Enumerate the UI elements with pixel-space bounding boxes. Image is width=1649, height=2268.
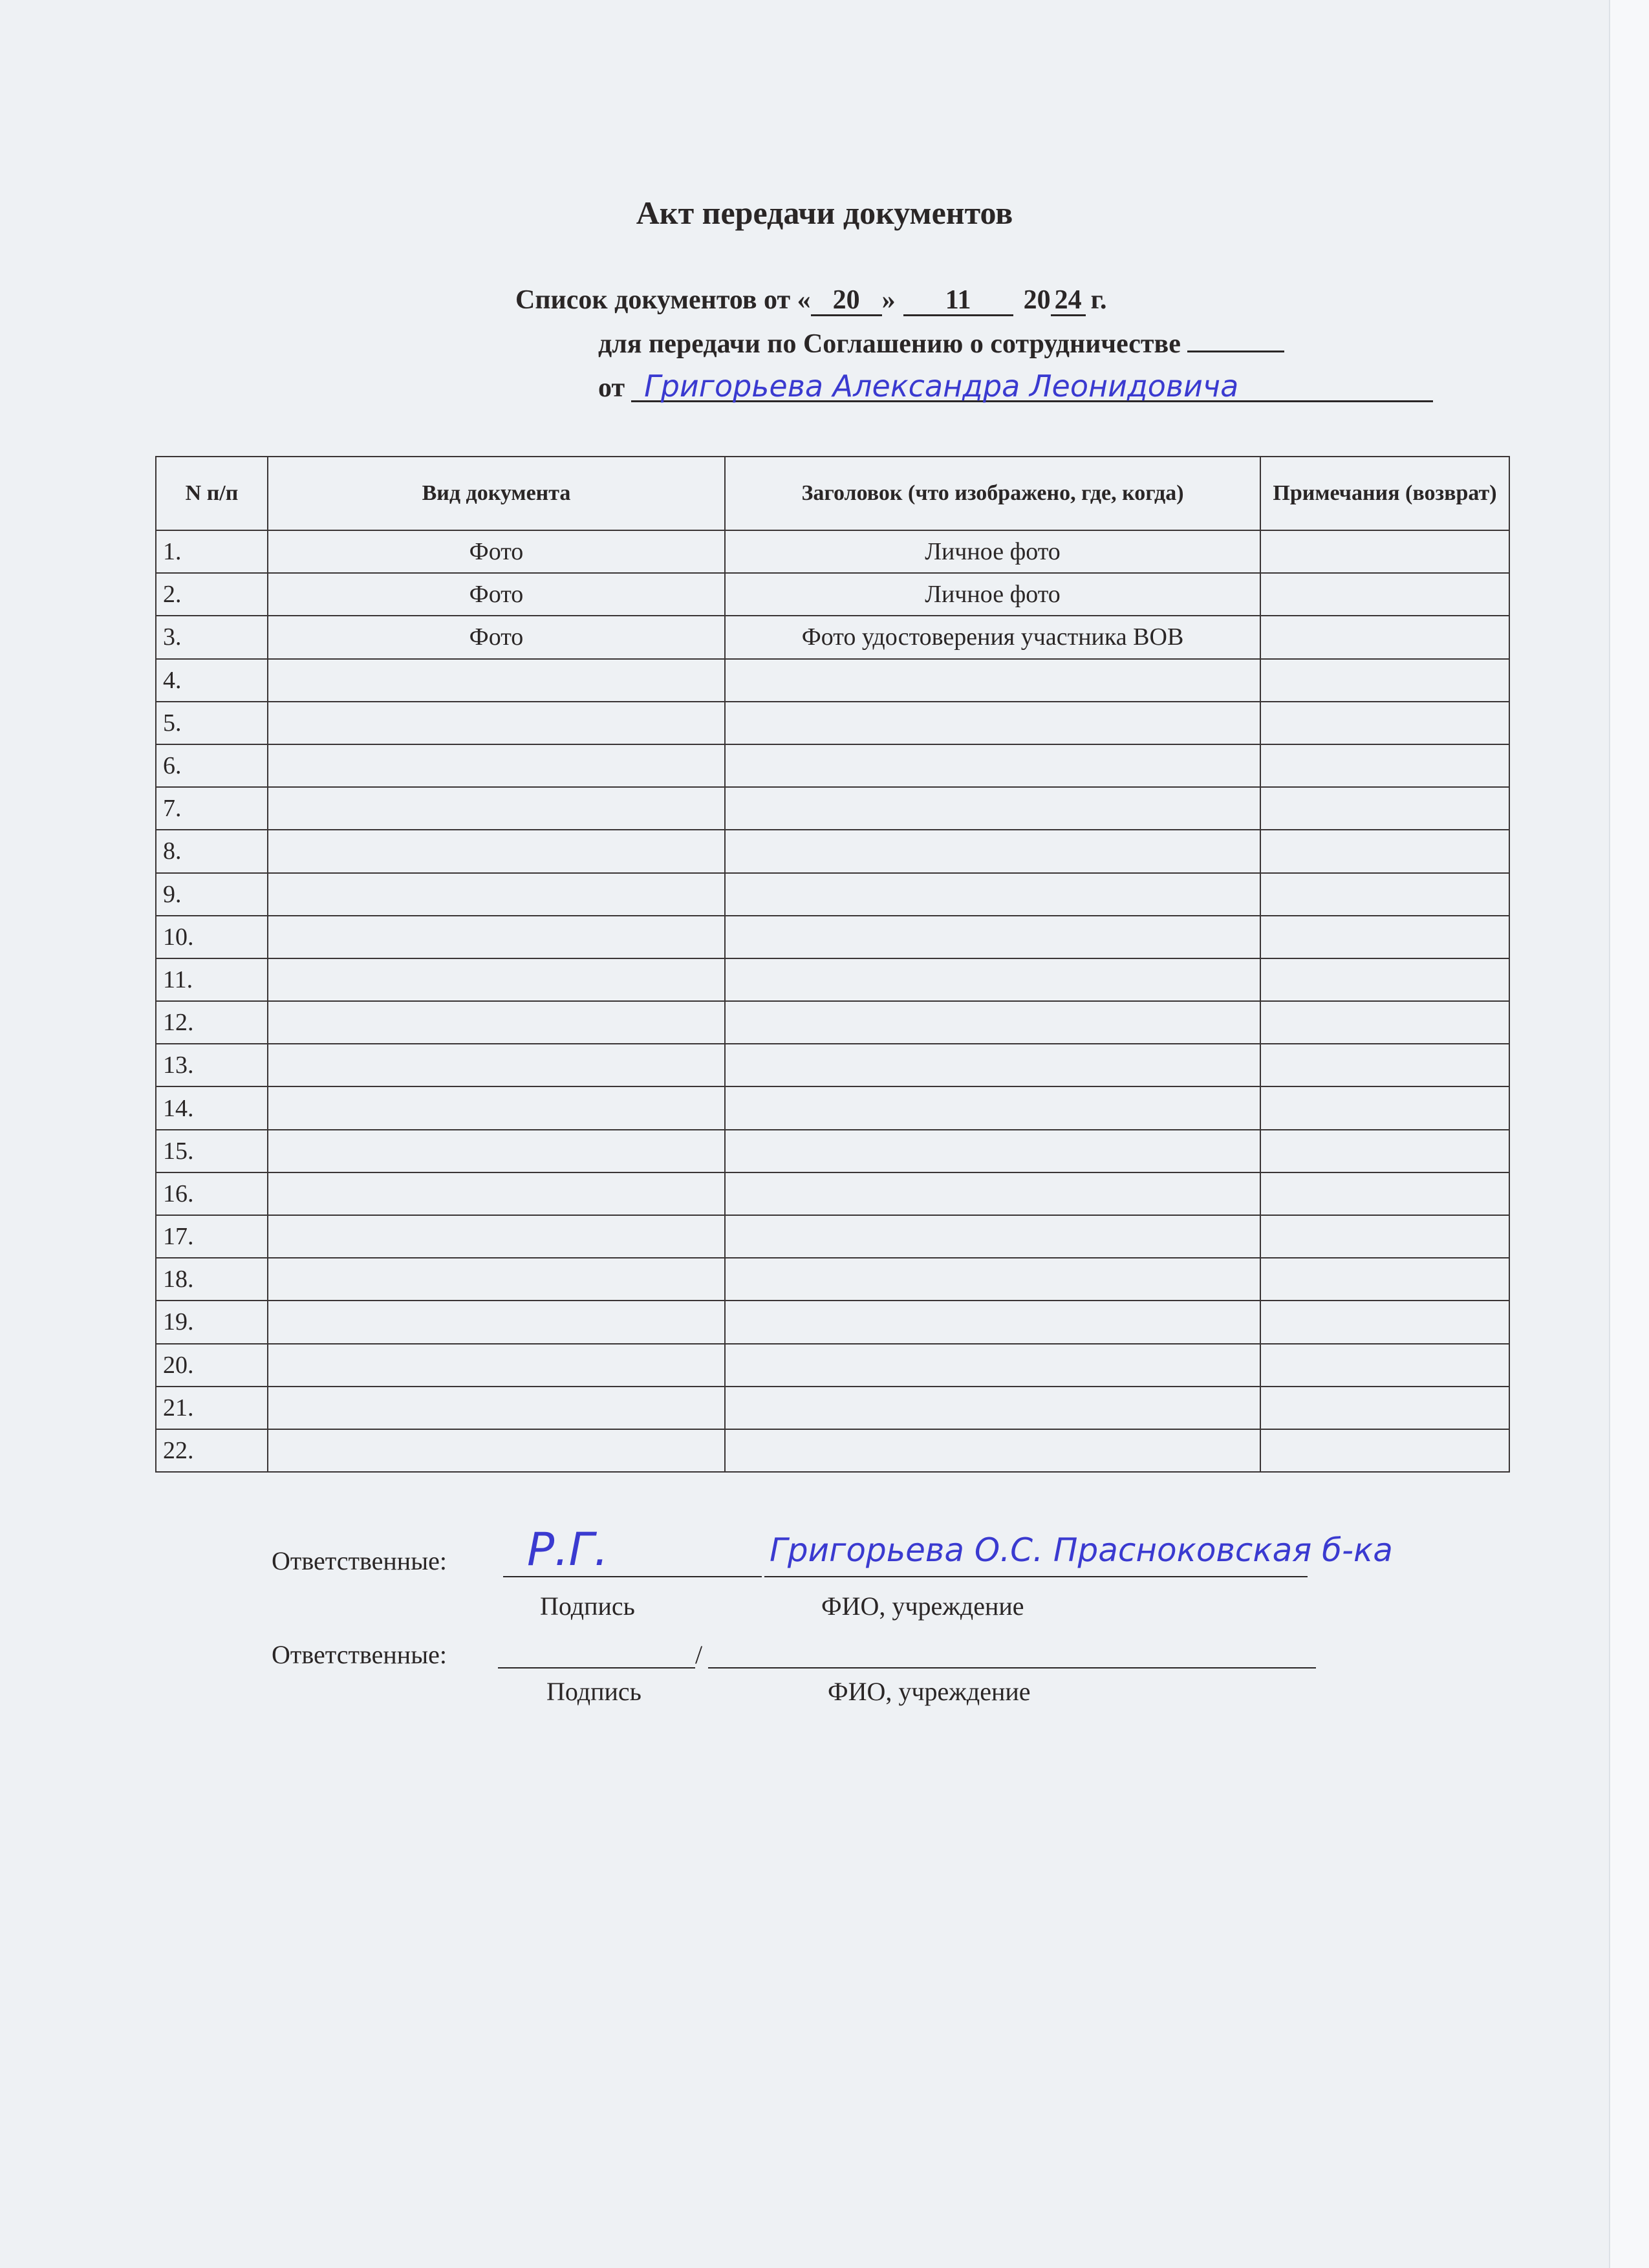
- table-row: [156, 1172, 1509, 1215]
- signature-line-2: [498, 1667, 695, 1669]
- row-number: 10.: [156, 916, 268, 958]
- row-caption: [725, 1001, 1260, 1044]
- row-note: [1260, 787, 1509, 830]
- row-doc-type: [268, 1172, 725, 1215]
- row-doc-type: [268, 1215, 725, 1258]
- row-note: [1260, 1429, 1509, 1472]
- row-doc-type: [268, 1387, 725, 1429]
- row-note: [1260, 573, 1509, 616]
- row-number: 12.: [156, 1001, 268, 1044]
- row-caption: [725, 958, 1260, 1001]
- row-number: 4.: [156, 659, 268, 702]
- responsible-label-2: Ответственные:: [272, 1640, 447, 1669]
- row-doc-type: [268, 1258, 725, 1301]
- signature-caption-2: Подпись: [546, 1677, 641, 1706]
- table-row: [156, 1086, 1509, 1129]
- row-caption: [725, 1387, 1260, 1429]
- row-doc-type: [268, 873, 725, 916]
- table-row: [156, 1387, 1509, 1429]
- row-note: [1260, 1086, 1509, 1129]
- row-number: 21.: [156, 1387, 268, 1429]
- row-caption: [725, 1344, 1260, 1387]
- document-title: Акт передачи документов: [636, 195, 1013, 231]
- row-note: [1260, 702, 1509, 744]
- row-caption: [725, 873, 1260, 916]
- row-caption: [725, 1130, 1260, 1172]
- table-row: [156, 1215, 1509, 1258]
- row-caption: [725, 1215, 1260, 1258]
- row-caption: Личное фото: [725, 573, 1260, 616]
- row-note: [1260, 1387, 1509, 1429]
- row-caption: [725, 830, 1260, 872]
- table-row: [156, 916, 1509, 958]
- row-number: 17.: [156, 1215, 268, 1258]
- date-close-quote: »: [881, 285, 896, 315]
- row-number: 19.: [156, 1301, 268, 1343]
- row-caption: [725, 1429, 1260, 1472]
- row-number: 16.: [156, 1172, 268, 1215]
- row-number: 5.: [156, 702, 268, 744]
- documents-table: [155, 456, 1510, 1473]
- row-doc-type: [268, 958, 725, 1001]
- header-doc-type: Вид документа: [268, 457, 725, 530]
- handwritten-name-1: Григорьева О.С. Прасноковская б-ка: [770, 1531, 1393, 1569]
- row-number: 20.: [156, 1344, 268, 1387]
- row-caption: [725, 659, 1260, 702]
- row-number: 8.: [156, 830, 268, 872]
- date-year-prefix: 20: [1023, 285, 1051, 315]
- row-doc-type: [268, 1429, 725, 1472]
- row-number: 7.: [156, 787, 268, 830]
- row-number: 3.: [156, 616, 268, 658]
- header-notes: Примечания (возврат): [1260, 457, 1509, 530]
- row-doc-type: [268, 702, 725, 744]
- row-note: [1260, 958, 1509, 1001]
- date-year-suffix: 24: [1051, 286, 1086, 316]
- table-row: [156, 1130, 1509, 1172]
- table-header-row: [156, 457, 1509, 530]
- row-caption: Личное фото: [725, 530, 1260, 573]
- row-caption: [725, 702, 1260, 744]
- row-note: [1260, 1044, 1509, 1086]
- from-handwritten-name: Григорьева Александра Леонидовича: [631, 372, 1433, 402]
- agreement-blank: [1187, 351, 1284, 352]
- row-note: [1260, 744, 1509, 787]
- header-number: N п/п: [156, 457, 268, 530]
- name-line-1: [764, 1576, 1308, 1577]
- separator-2: /: [695, 1640, 703, 1669]
- row-doc-type: [268, 787, 725, 830]
- row-number: 6.: [156, 744, 268, 787]
- row-caption: Фото удостоверения участника ВОВ: [725, 616, 1260, 658]
- row-number: 13.: [156, 1044, 268, 1086]
- row-number: 1.: [156, 530, 268, 573]
- row-caption: [725, 1258, 1260, 1301]
- row-number: 15.: [156, 1130, 268, 1172]
- row-note: [1260, 873, 1509, 916]
- agreement-text: для передачи по Соглашению о сотрудничестве: [598, 329, 1181, 359]
- row-doc-type: [268, 1301, 725, 1343]
- date-month: 11: [903, 286, 1013, 316]
- row-doc-type: [268, 659, 725, 702]
- table-row: [156, 1429, 1509, 1472]
- row-doc-type: [268, 1044, 725, 1086]
- table-row: [156, 1044, 1509, 1086]
- row-note: [1260, 1215, 1509, 1258]
- row-doc-type: Фото: [268, 530, 725, 573]
- row-doc-type: Фото: [268, 573, 725, 616]
- row-note: [1260, 1301, 1509, 1343]
- row-caption: [725, 787, 1260, 830]
- row-number: 11.: [156, 958, 268, 1001]
- row-caption: [725, 1044, 1260, 1086]
- table-row: [156, 1001, 1509, 1044]
- row-number: 22.: [156, 1429, 268, 1472]
- from-prefix: от: [598, 373, 625, 403]
- row-note: [1260, 1344, 1509, 1387]
- row-caption: [725, 1086, 1260, 1129]
- row-note: [1260, 1258, 1509, 1301]
- signature-line-1: [503, 1576, 762, 1577]
- row-caption: [725, 1301, 1260, 1343]
- row-doc-type: [268, 1130, 725, 1172]
- row-note: [1260, 1130, 1509, 1172]
- row-doc-type: [268, 916, 725, 958]
- table-row: [156, 958, 1509, 1001]
- table-row: [156, 744, 1509, 787]
- row-doc-type: [268, 744, 725, 787]
- row-number: 2.: [156, 573, 268, 616]
- row-doc-type: [268, 1086, 725, 1129]
- name-line-2: [708, 1667, 1316, 1669]
- table-row: [156, 616, 1509, 658]
- header-caption: Заголовок (что изображено, где, когда): [725, 457, 1260, 530]
- name-caption-2: ФИО, учреждение: [828, 1677, 1031, 1706]
- row-caption: [725, 1172, 1260, 1215]
- row-doc-type: [268, 1001, 725, 1044]
- row-caption: [725, 916, 1260, 958]
- row-note: [1260, 616, 1509, 658]
- table-row: [156, 659, 1509, 702]
- table-row: [156, 830, 1509, 872]
- row-doc-type: Фото: [268, 616, 725, 658]
- list-date-line: [515, 285, 1106, 316]
- row-note: [1260, 916, 1509, 958]
- table-row: [156, 530, 1509, 573]
- from-line: [598, 369, 1433, 404]
- row-note: [1260, 1001, 1509, 1044]
- date-day: 20: [811, 286, 882, 316]
- row-note: [1260, 659, 1509, 702]
- table-row: [156, 873, 1509, 916]
- table-row: [156, 1344, 1509, 1387]
- name-caption-1: ФИО, учреждение: [821, 1592, 1024, 1621]
- date-year-end: г.: [1090, 285, 1107, 315]
- row-number: 14.: [156, 1086, 268, 1129]
- table-row: [156, 1301, 1509, 1343]
- agreement-line: [598, 329, 1284, 360]
- row-doc-type: [268, 1344, 725, 1387]
- handwritten-signature-1: Р.Г.: [527, 1523, 609, 1576]
- list-prefix: Список документов от «: [515, 285, 811, 315]
- row-note: [1260, 830, 1509, 872]
- row-caption: [725, 744, 1260, 787]
- scan-edge: [1609, 0, 1649, 2268]
- table-row: [156, 787, 1509, 830]
- row-note: [1260, 530, 1509, 573]
- responsible-label-1: Ответственные:: [272, 1546, 447, 1575]
- table-row: [156, 1258, 1509, 1301]
- row-number: 18.: [156, 1258, 268, 1301]
- table-row: [156, 702, 1509, 744]
- row-doc-type: [268, 830, 725, 872]
- row-note: [1260, 1172, 1509, 1215]
- table-row: [156, 573, 1509, 616]
- row-number: 9.: [156, 873, 268, 916]
- signature-caption-1: Подпись: [540, 1592, 635, 1621]
